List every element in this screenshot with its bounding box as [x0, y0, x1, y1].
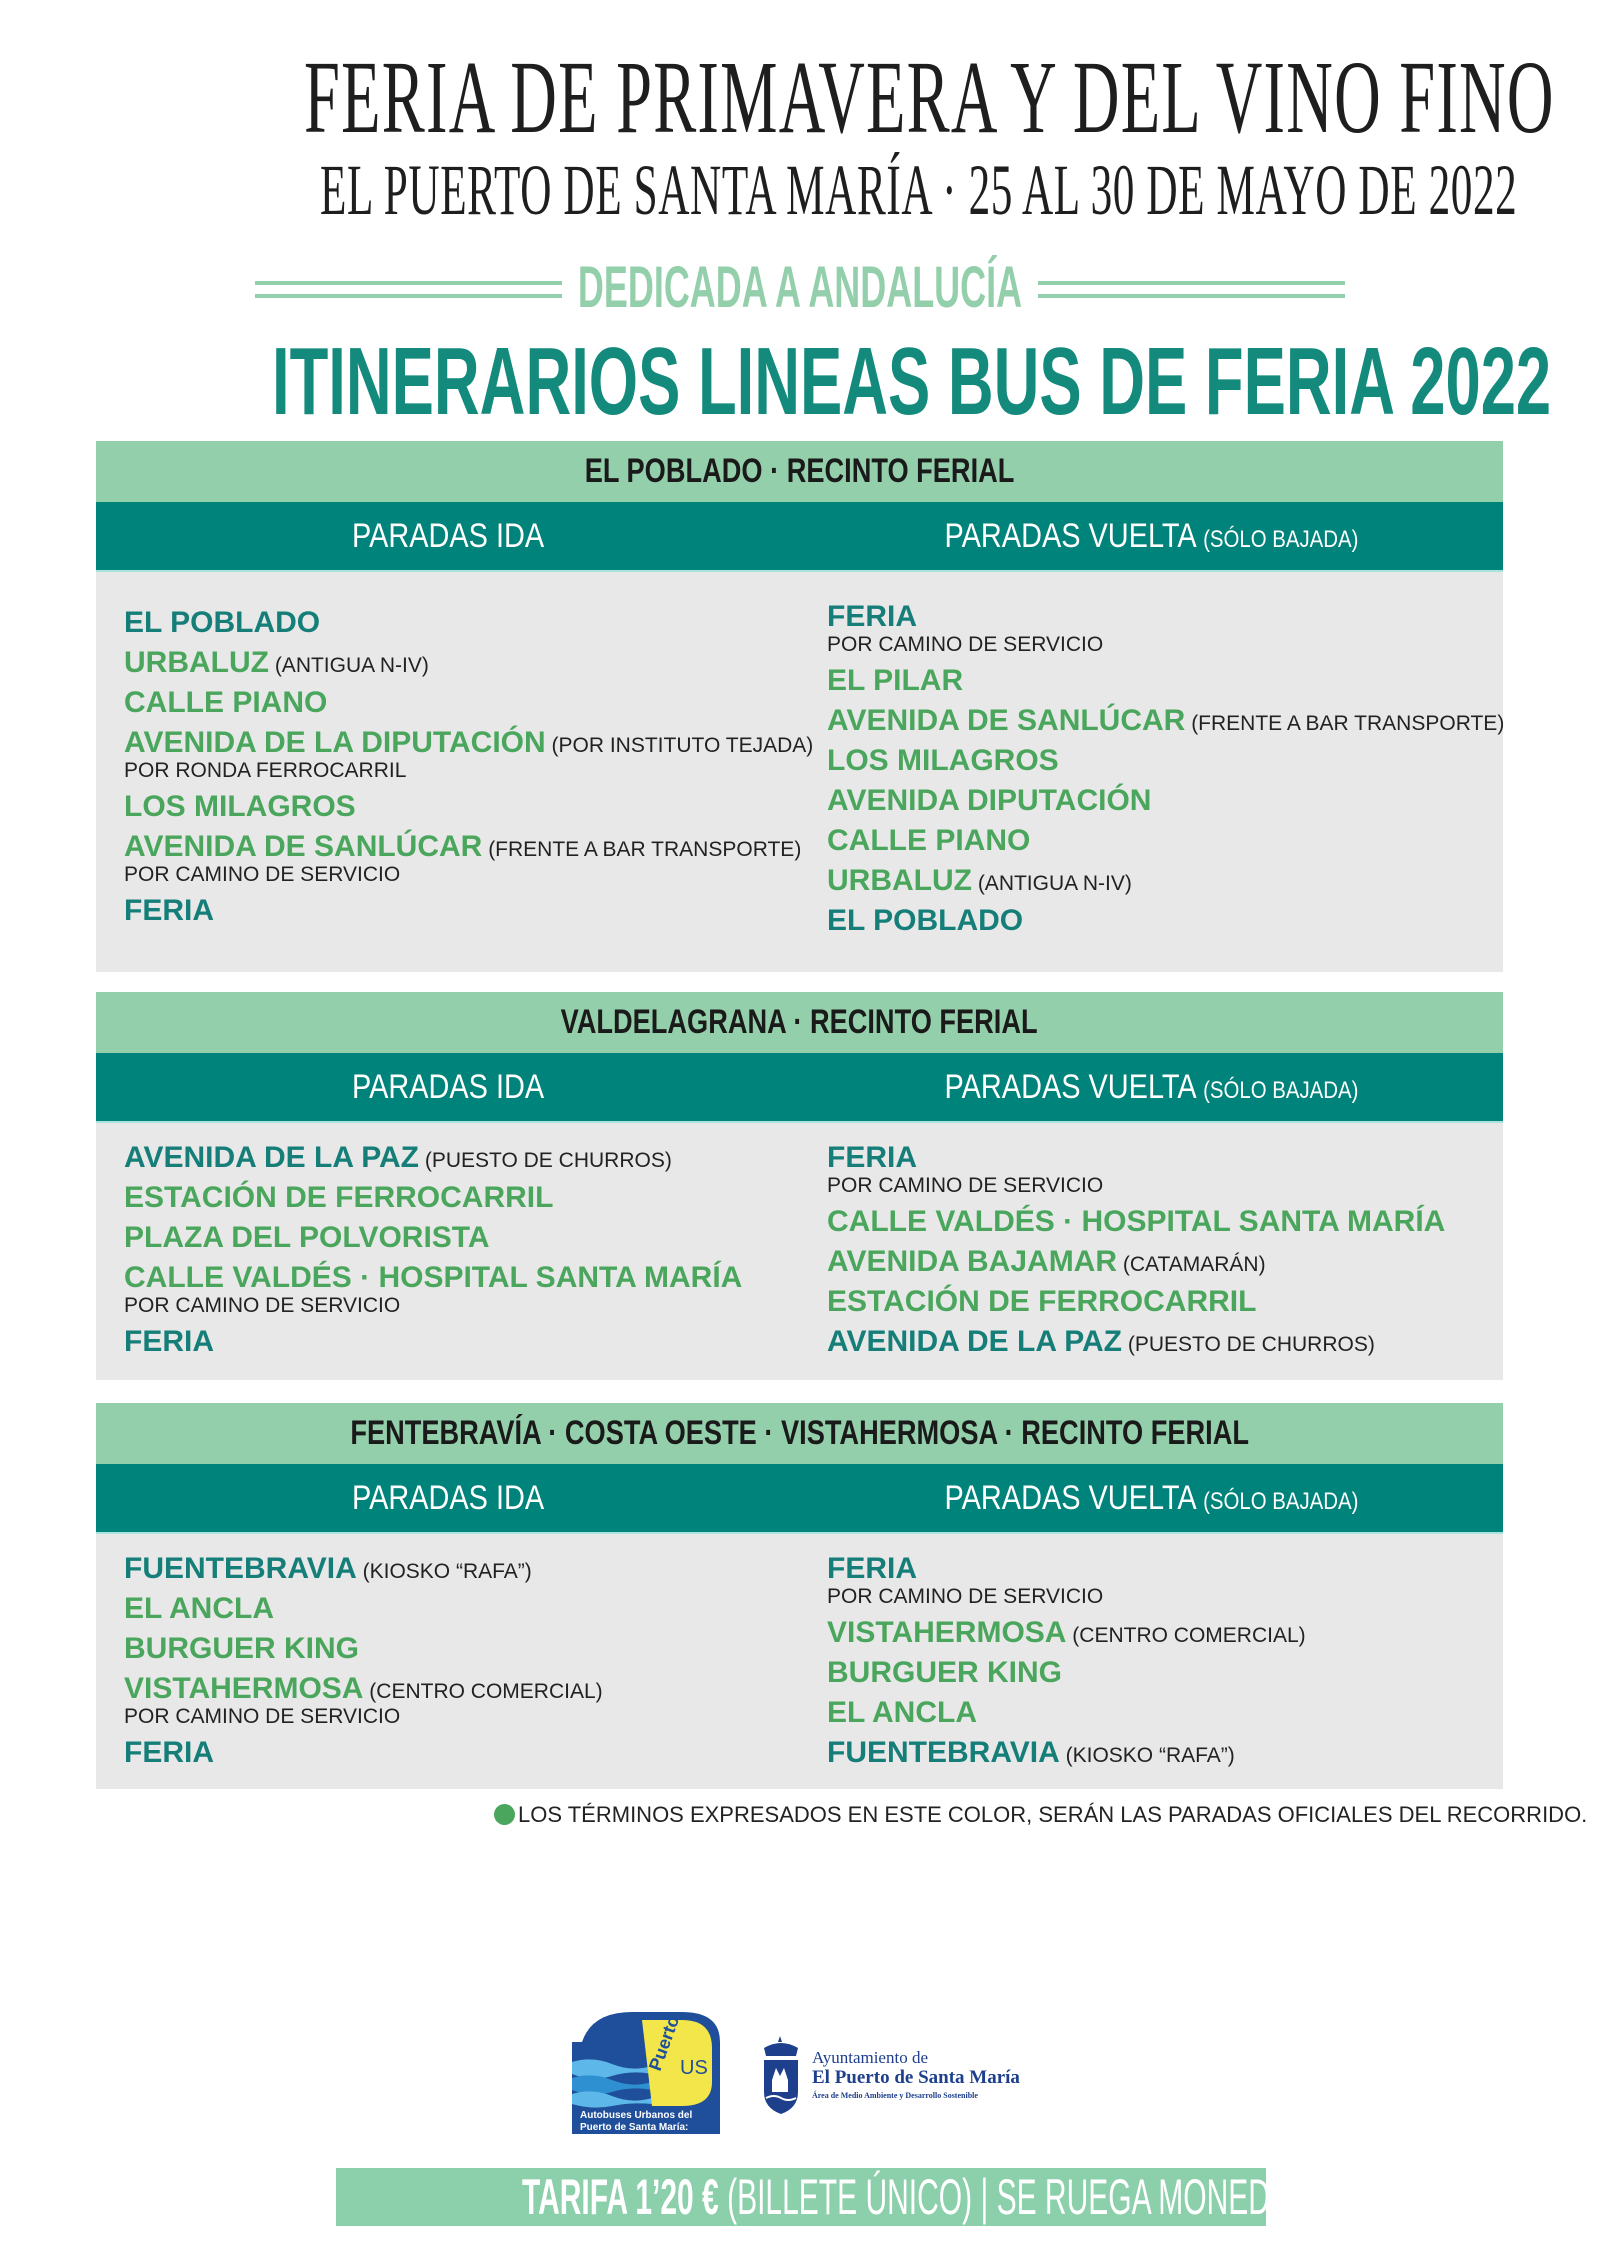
stop-item [827, 602, 1504, 658]
stop-route-note: POR RONDA FERROCARRIL [124, 759, 407, 782]
stop-route-note: POR CAMINO DE SERVICIO [124, 1705, 401, 1728]
stop-item [827, 1738, 1306, 1768]
stop-item [827, 746, 1504, 776]
dedication-text: DEDICADA A ANDALUCÍA [577, 255, 1023, 320]
route-title: FENTEBRAVÍA · COSTA OESTE · VISTAHERMOSA · RECINTO FERIAL [350, 1414, 1249, 1452]
stops-ida-list [124, 1143, 742, 1367]
stop-item [124, 1674, 603, 1730]
stops-vuelta-list [827, 602, 1504, 946]
stop-item [827, 1143, 1445, 1199]
fare-banner [336, 2168, 1524, 2226]
stop-item [124, 1738, 603, 1768]
stop-detail: (ANTIGUA N-IV) [971, 872, 1132, 895]
stop-item [827, 786, 1504, 816]
dedication-row [255, 255, 1345, 320]
stop-item [827, 1618, 1306, 1648]
legend-note [494, 1802, 1588, 1832]
column-header-bar [96, 1464, 1503, 1534]
stop-name: FERIA [124, 894, 214, 927]
stop-item [124, 1554, 603, 1584]
stop-item [827, 1698, 1306, 1728]
stop-name: EL PILAR [827, 664, 964, 697]
stop-item [124, 1183, 742, 1213]
official-stop-color-dot-icon [494, 1804, 515, 1825]
stops-ida-list [124, 1554, 603, 1778]
stop-route-note: POR CAMINO DE SERVICIO [827, 633, 1104, 656]
puerto-bus-logo [572, 2012, 720, 2134]
stop-item [827, 706, 1504, 736]
stop-item [124, 1634, 603, 1664]
stop-item [124, 832, 813, 888]
stop-name: EL POBLADO [124, 606, 321, 639]
stop-detail: (CENTRO COMERCIAL) [1066, 1624, 1306, 1647]
legend-text: LOS TÉRMINOS EXPRESADOS EN ESTE COLOR, SERÁN LAS PARADAS OFICIALES DEL RECORRIDO. [518, 1802, 1588, 1827]
route-title-bar [96, 441, 1503, 502]
svg-text:Autobuses Urbanos del: Autobuses Urbanos del [580, 2110, 693, 2121]
route-card-valdelagrana [96, 992, 1503, 1380]
column-header-ida: PARADAS IDA [351, 517, 544, 555]
route-card-el-poblado [96, 441, 1503, 972]
stop-name: FERIA [827, 600, 917, 633]
route-title-bar [96, 992, 1503, 1053]
stop-item [124, 1143, 742, 1173]
stop-name: AVENIDA DE SANLÚCAR [124, 830, 483, 863]
route-stops-body [96, 572, 1503, 972]
coat-of-arms-icon [758, 2036, 804, 2116]
stop-name: AVENIDA DIPUTACIÓN [827, 784, 1152, 817]
route-card-fuentebravia [96, 1403, 1503, 1789]
stop-item [827, 666, 1504, 696]
stop-item [124, 608, 813, 638]
stop-detail: (FRENTE A BAR TRANSPORTE) [482, 838, 802, 861]
stop-name: AVENIDA DE LA PAZ [827, 1325, 1123, 1358]
stop-item [827, 1658, 1306, 1688]
stop-item [124, 648, 813, 678]
stop-item [827, 1327, 1445, 1357]
stop-name: LOS MILAGROS [124, 790, 356, 823]
column-header-ida: PARADAS IDA [351, 1479, 544, 1517]
stop-name: EL ANCLA [827, 1696, 977, 1729]
stop-item [124, 728, 813, 784]
svg-text:US: US [680, 2057, 708, 2079]
stop-item [827, 826, 1504, 856]
stop-item [827, 1207, 1445, 1237]
stop-item [124, 1263, 742, 1319]
poster-title: FERIA DE PRIMAVERA Y DEL VINO FINO [304, 40, 1555, 155]
column-header-bar [96, 502, 1503, 572]
stop-detail: (PUESTO DE CHURROS) [419, 1149, 672, 1172]
puerto-bus-logo-icon [572, 2012, 720, 2134]
stop-detail: (POR INSTITUTO TEJADA) [545, 734, 814, 757]
stop-name: EL ANCLA [124, 1592, 274, 1625]
column-header-vuelta: PARADAS VUELTA (SÓLO BAJADA) [944, 517, 1359, 555]
stop-item [827, 1287, 1445, 1317]
stop-name: ESTACIÓN DE FERROCARRIL [124, 1181, 554, 1214]
fare-price: TARIFA 1’20 € [522, 2169, 719, 2225]
stop-detail: (ANTIGUA N-IV) [268, 654, 429, 677]
stop-name: FERIA [124, 1736, 214, 1769]
stop-item [827, 1554, 1306, 1610]
stops-ida-list [124, 608, 813, 936]
stop-name: AVENIDA DE SANLÚCAR [827, 704, 1186, 737]
column-header-vuelta: PARADAS VUELTA (SÓLO BAJADA) [944, 1479, 1359, 1517]
stop-name: AVENIDA DE LA DIPUTACIÓN [124, 726, 546, 759]
stop-detail: (CENTRO COMERCIAL) [363, 1680, 603, 1703]
stop-name: CALLE PIANO [827, 824, 1031, 857]
ayuntamiento-line1: Ayuntamiento de [812, 2048, 928, 2067]
stop-name: AVENIDA DE LA PAZ [124, 1141, 420, 1174]
stop-name: BURGUER KING [124, 1632, 360, 1665]
stop-name: FUENTEBRAVIA [124, 1552, 357, 1585]
stop-item [124, 688, 813, 718]
stop-item [124, 1223, 742, 1253]
ayuntamiento-line3: Área de Medio Ambiente y Desarrollo Sostenible [812, 2091, 978, 2100]
route-stops-body [96, 1534, 1503, 1789]
ayuntamiento-line2: El Puerto de Santa María [812, 2067, 1020, 2088]
column-header-ida: PARADAS IDA [351, 1068, 544, 1106]
stop-name: FUENTEBRAVIA [827, 1736, 1060, 1769]
stop-name: VISTAHERMOSA [827, 1616, 1067, 1649]
poster-subtitle: EL PUERTO DE SANTA MARÍA · 25 AL 30 DE MAYO DE 2022 [319, 150, 1518, 230]
route-stops-body [96, 1123, 1503, 1380]
stops-vuelta-list [827, 1143, 1445, 1367]
stop-name: LOS MILAGROS [827, 744, 1059, 777]
stop-name: PLAZA DEL POLVORISTA [124, 1221, 490, 1254]
stop-name: CALLE VALDÉS · HOSPITAL SANTA MARÍA [827, 1205, 1446, 1238]
stop-name: EL POBLADO [827, 904, 1024, 937]
stops-vuelta-list [827, 1554, 1306, 1778]
stop-name: VISTAHERMOSA [124, 1672, 364, 1705]
stop-route-note: POR CAMINO DE SERVICIO [124, 863, 401, 886]
stop-detail: (PUESTO DE CHURROS) [1122, 1333, 1375, 1356]
stop-item [827, 1247, 1445, 1277]
svg-text:Puerto: Puerto [644, 2012, 684, 2074]
stop-name: ESTACIÓN DE FERROCARRIL [827, 1285, 1257, 1318]
stop-detail: (KIOSKO “RAFA”) [1059, 1744, 1235, 1767]
stop-item [124, 792, 813, 822]
stop-name: CALLE PIANO [124, 686, 328, 719]
svg-text:Puerto de Santa María:: Puerto de Santa María: [580, 2122, 689, 2133]
stop-item [124, 1594, 603, 1624]
stop-name: FERIA [827, 1141, 917, 1174]
stop-name: URBALUZ [124, 646, 269, 679]
stop-detail: (KIOSKO “RAFA”) [356, 1560, 532, 1583]
column-header-bar [96, 1053, 1503, 1123]
stop-item [827, 866, 1504, 896]
stop-item [124, 1327, 742, 1357]
fare-note: (BILLETE ÚNICO) | SE RUEGA MONEDA FRACCIONARIA [727, 2169, 1524, 2225]
stop-detail: (CATAMARÁN) [1117, 1253, 1266, 1276]
route-title: VALDELAGRANA · RECINTO FERIAL [561, 1003, 1038, 1041]
stop-detail: (FRENTE A BAR TRANSPORTE) [1185, 712, 1505, 735]
stop-route-note: POR CAMINO DE SERVICIO [124, 1294, 401, 1317]
ayuntamiento-logo [758, 2036, 1038, 2116]
route-title: EL POBLADO · RECINTO FERIAL [584, 452, 1015, 490]
stop-name: FERIA [124, 1325, 214, 1358]
stop-route-note: POR CAMINO DE SERVICIO [827, 1174, 1104, 1197]
main-heading: ITINERARIOS LINEAS BUS DE FERIA 2022 [272, 328, 1552, 435]
column-header-vuelta: PARADAS VUELTA (SÓLO BAJADA) [944, 1068, 1359, 1106]
stop-name: URBALUZ [827, 864, 972, 897]
stop-name: CALLE VALDÉS · HOSPITAL SANTA MARÍA [124, 1261, 743, 1294]
stop-item [124, 896, 813, 926]
stop-name: FERIA [827, 1552, 917, 1585]
stop-route-note: POR CAMINO DE SERVICIO [827, 1585, 1104, 1608]
stop-name: AVENIDA BAJAMAR [827, 1245, 1118, 1278]
stop-item [827, 906, 1504, 936]
route-title-bar [96, 1403, 1503, 1464]
stop-name: BURGUER KING [827, 1656, 1063, 1689]
